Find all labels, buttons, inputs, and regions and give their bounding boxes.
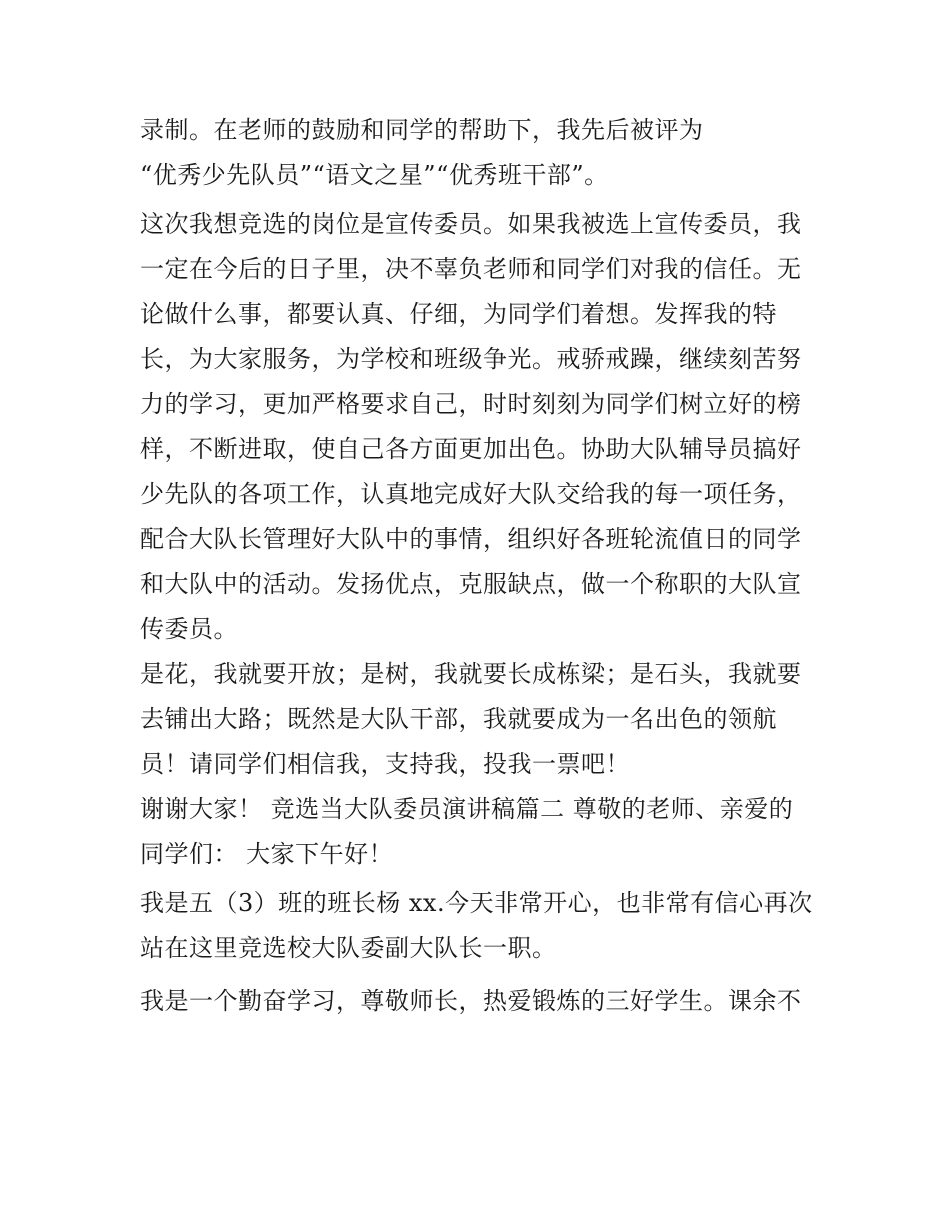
text-line: 传委员。 xyxy=(140,615,238,643)
text-line: 我是一个勤奋学习，尊敬师长，热爱锻炼的三好学生。课余不 xyxy=(140,987,802,1015)
text-line: 少先队的各项工作，认真地完成好大队交给我的每一项任务， xyxy=(140,480,802,508)
text-line: 这次我想竞选的岗位是宣传委员。如果我被选上宣传委员，我 xyxy=(140,210,802,238)
text-line: 一定在今后的日子里，决不辜负老师和同学们对我的信任。无 xyxy=(140,255,802,283)
body-text xyxy=(140,108,820,1024)
text-line: 去铺出大路；既然是大队干部，我就要成为一名出色的领航 xyxy=(140,705,777,733)
text-line: 我是五（3）班的班长杨 xx.今天非常开心，也非常有信心再次 xyxy=(140,889,813,917)
text-line: 站在这里竞选校大队委副大队长一职。 xyxy=(140,934,557,962)
text-line: 样，不断进取，使自己各方面更加出色。协助大队辅导员搞好 xyxy=(140,435,802,463)
text-line: 和大队中的活动。发扬优点，克服缺点，做一个称职的大队宣 xyxy=(140,570,802,598)
text-line: 同学们： 大家下午好！ xyxy=(140,840,394,868)
text-line: 配合大队长管理好大队中的事情，组织好各班轮流值日的同学 xyxy=(140,525,802,553)
text-line: 谢谢大家！ 竞选当大队委员演讲稿篇二 尊敬的老师、亲爱的 xyxy=(140,795,794,823)
text-line: “优秀少先队员”“语文之星”“优秀班干部”。 xyxy=(140,161,609,189)
text-line: 长，为大家服务，为学校和班级争光。戒骄戒躁，继续刻苦努 xyxy=(140,345,802,373)
text-line: 员！请同学们相信我，支持我，投我一票吧！ xyxy=(140,750,630,778)
text-line: 论做什么事，都要认真、仔细，为同学们着想。发挥我的特 xyxy=(140,300,777,328)
text-line: 是花，我就要开放；是树，我就要长成栋梁；是石头，我就要 xyxy=(140,660,802,688)
text-line: 录制。在老师的鼓励和同学的帮助下，我先后被评为 xyxy=(140,116,704,144)
text-line: 力的学习，更加严格要求自己，时时刻刻为同学们树立好的榜 xyxy=(140,390,802,418)
